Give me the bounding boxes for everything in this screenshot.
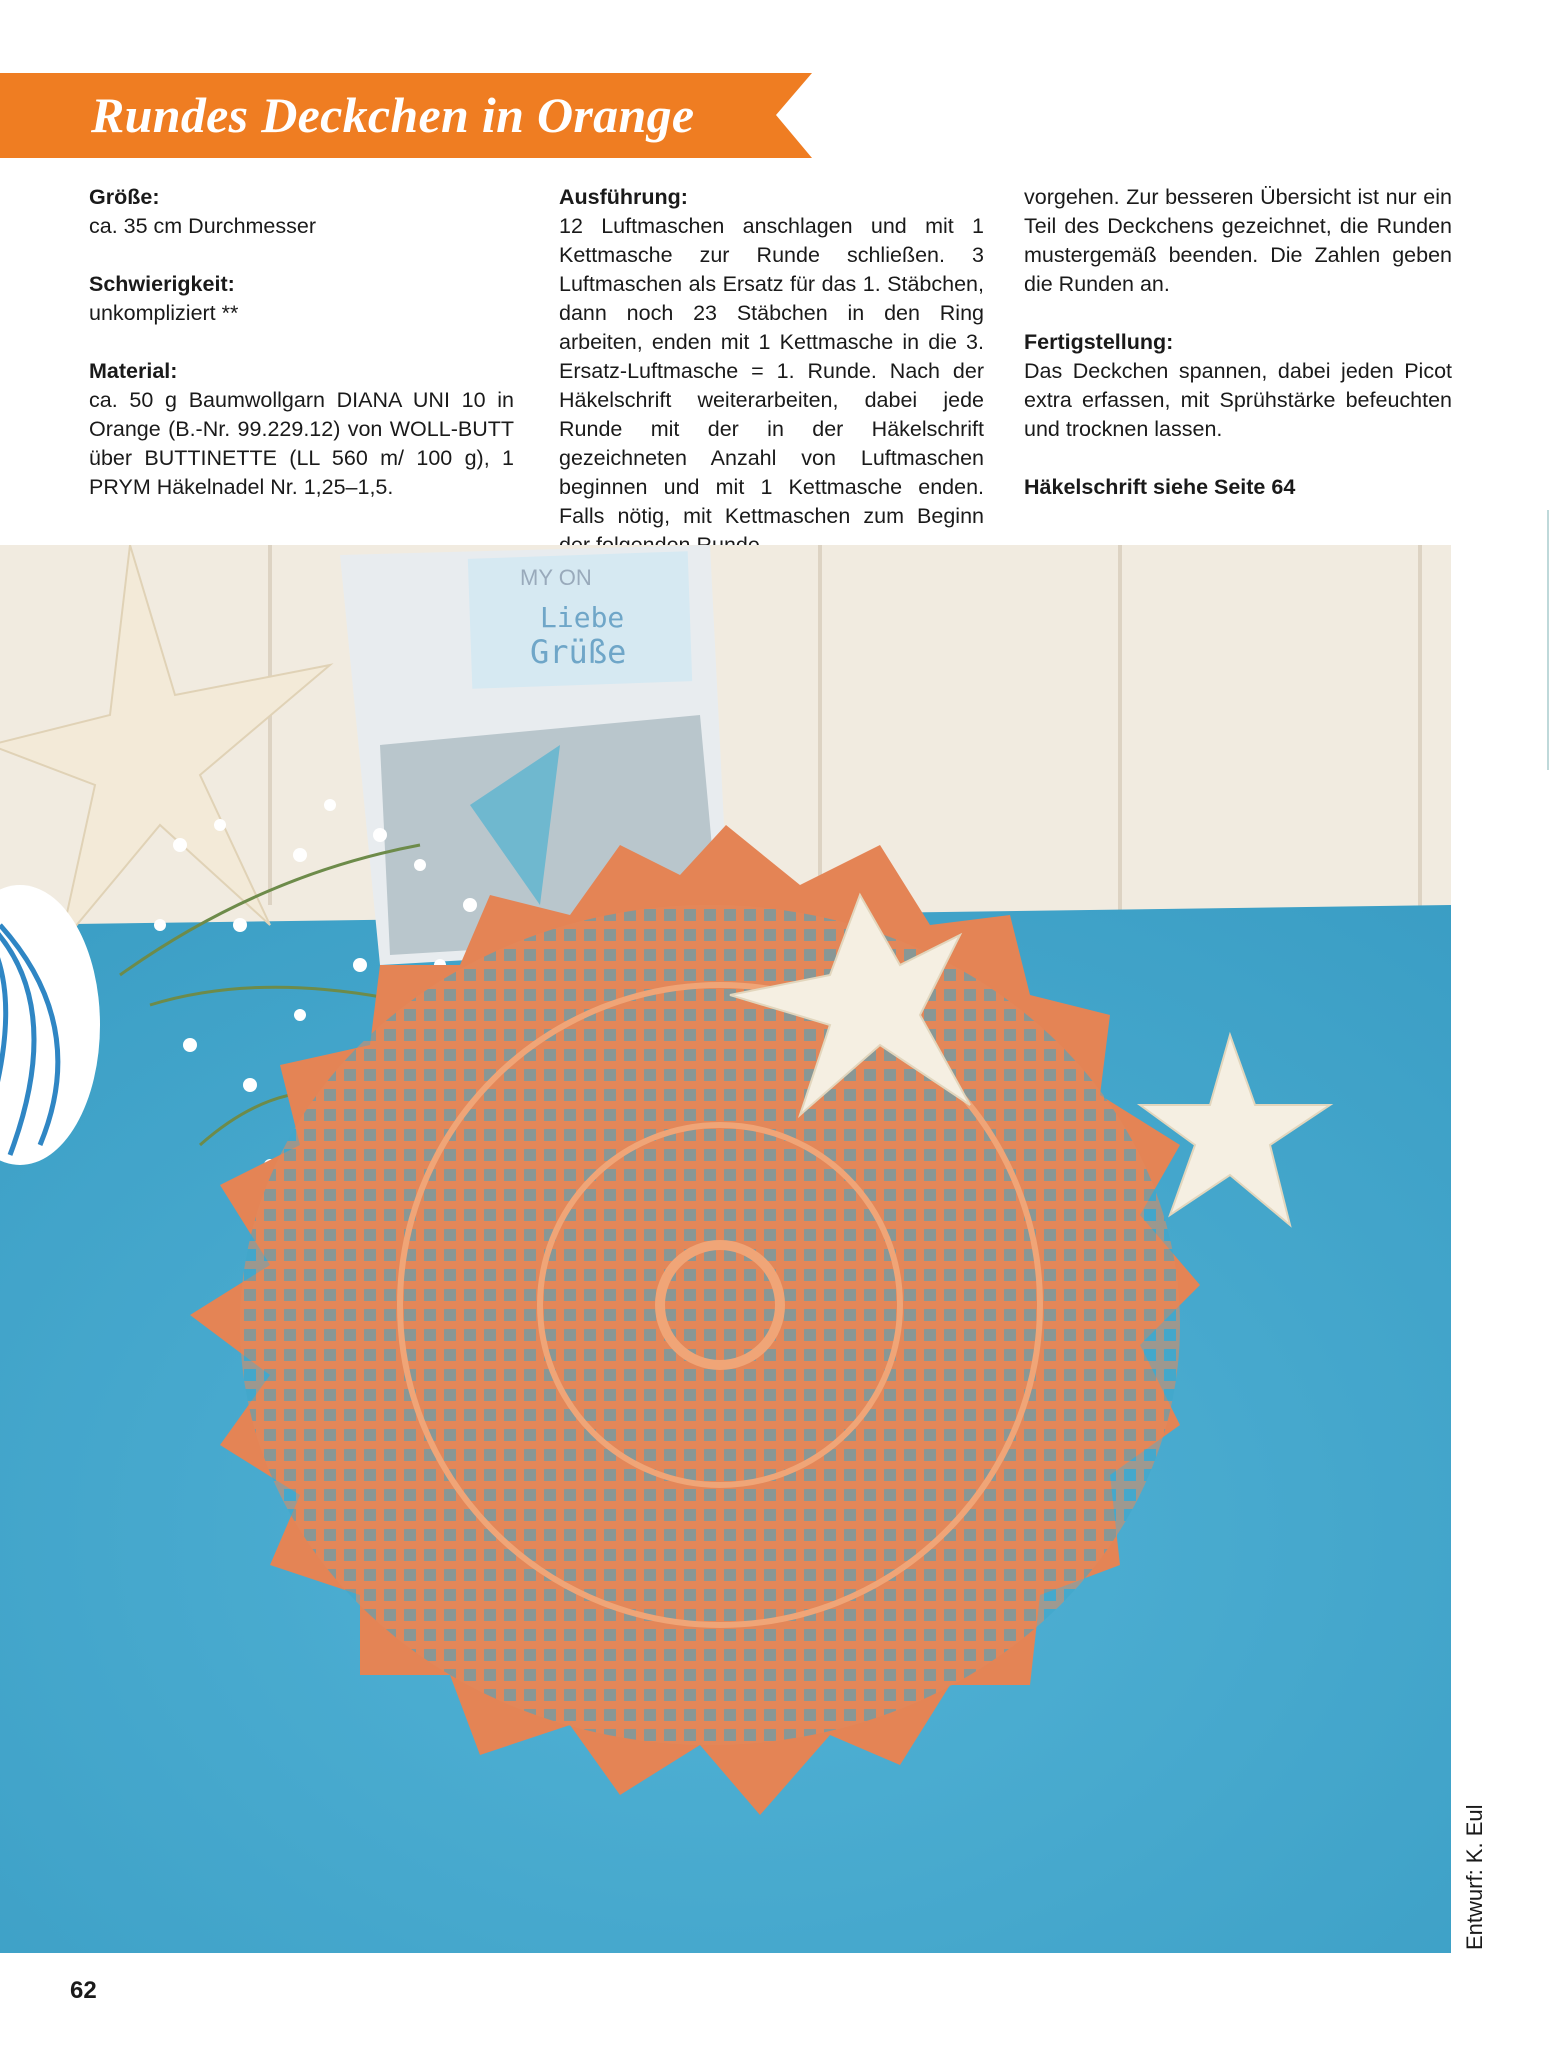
material-text: ca. 50 g Baumwollgarn DIANA UNI 10 in Orange (B.-Nr. 99.229.12) von WOLL-BUTT über BUTTINETTE (LL 560 m/ 100 g), 1 PRYM Häkelnadel Nr. 1,25–1,5. bbox=[89, 388, 514, 499]
finishing-text: Das Deckchen spannen, dabei jeden Picot extra erfassen, mit Sprühstärke befeuchten und trocknen lassen. bbox=[1024, 359, 1452, 441]
design-credit bbox=[1460, 1780, 1490, 1950]
finishing-heading: Fertigstellung: bbox=[1024, 330, 1174, 354]
card-text-line1: Liebe bbox=[540, 601, 625, 634]
chart-reference: Häkelschrift siehe Seite 64 bbox=[1024, 475, 1296, 499]
column-2 bbox=[559, 183, 984, 560]
size-text: ca. 35 cm Durchmesser bbox=[89, 214, 317, 238]
title-banner bbox=[0, 73, 812, 158]
photo-illustration bbox=[0, 545, 1451, 1953]
material-heading: Material: bbox=[89, 359, 178, 383]
difficulty-heading: Schwierigkeit: bbox=[89, 272, 235, 296]
doily-photo bbox=[0, 545, 1451, 1953]
execution-text: 12 Luftmaschen anschlagen und mit 1 Kettmasche zur Runde schließen. 3 Luftmaschen als Ersatz für das 1. Stäbchen, dann noch 23 Stäbchen in den Ring arbeiten, enden mit 1 Kettmasche in die 3. Ersatz-Luftmasche = 1. Runde. Nach der Häkelschrift weiterarbeiten, dabei jede Runde mit der in der Häkelschrift gezeichneten Anzahl von Luftmaschen beginnen und mit 1 Kettmasche enden. Falls nötig, mit Kettmaschen zum Beginn bbox=[559, 214, 984, 528]
difficulty-text: unkompliziert ** bbox=[89, 301, 239, 325]
card-top-text: MY ON bbox=[520, 565, 592, 590]
execution-heading: Ausführung: bbox=[559, 185, 688, 209]
execution-continued-text: vorgehen. Zur besseren Übersicht ist nur ein Teil des Deckchens gezeichnet, die Runden mustergemäß beenden. Die Zahlen geben die Runden an. bbox=[1024, 185, 1452, 296]
page-edge-line bbox=[1547, 510, 1549, 770]
credit-text: Entwurf: K. Eul bbox=[1462, 1804, 1487, 1950]
size-heading: Größe: bbox=[89, 185, 160, 209]
card-text-line2: Grüße bbox=[530, 633, 627, 671]
page-title: Rundes Deckchen in Orange bbox=[91, 87, 695, 143]
page-number: 62 bbox=[70, 1977, 97, 2004]
column-1 bbox=[89, 183, 514, 502]
column-3 bbox=[1024, 183, 1452, 502]
